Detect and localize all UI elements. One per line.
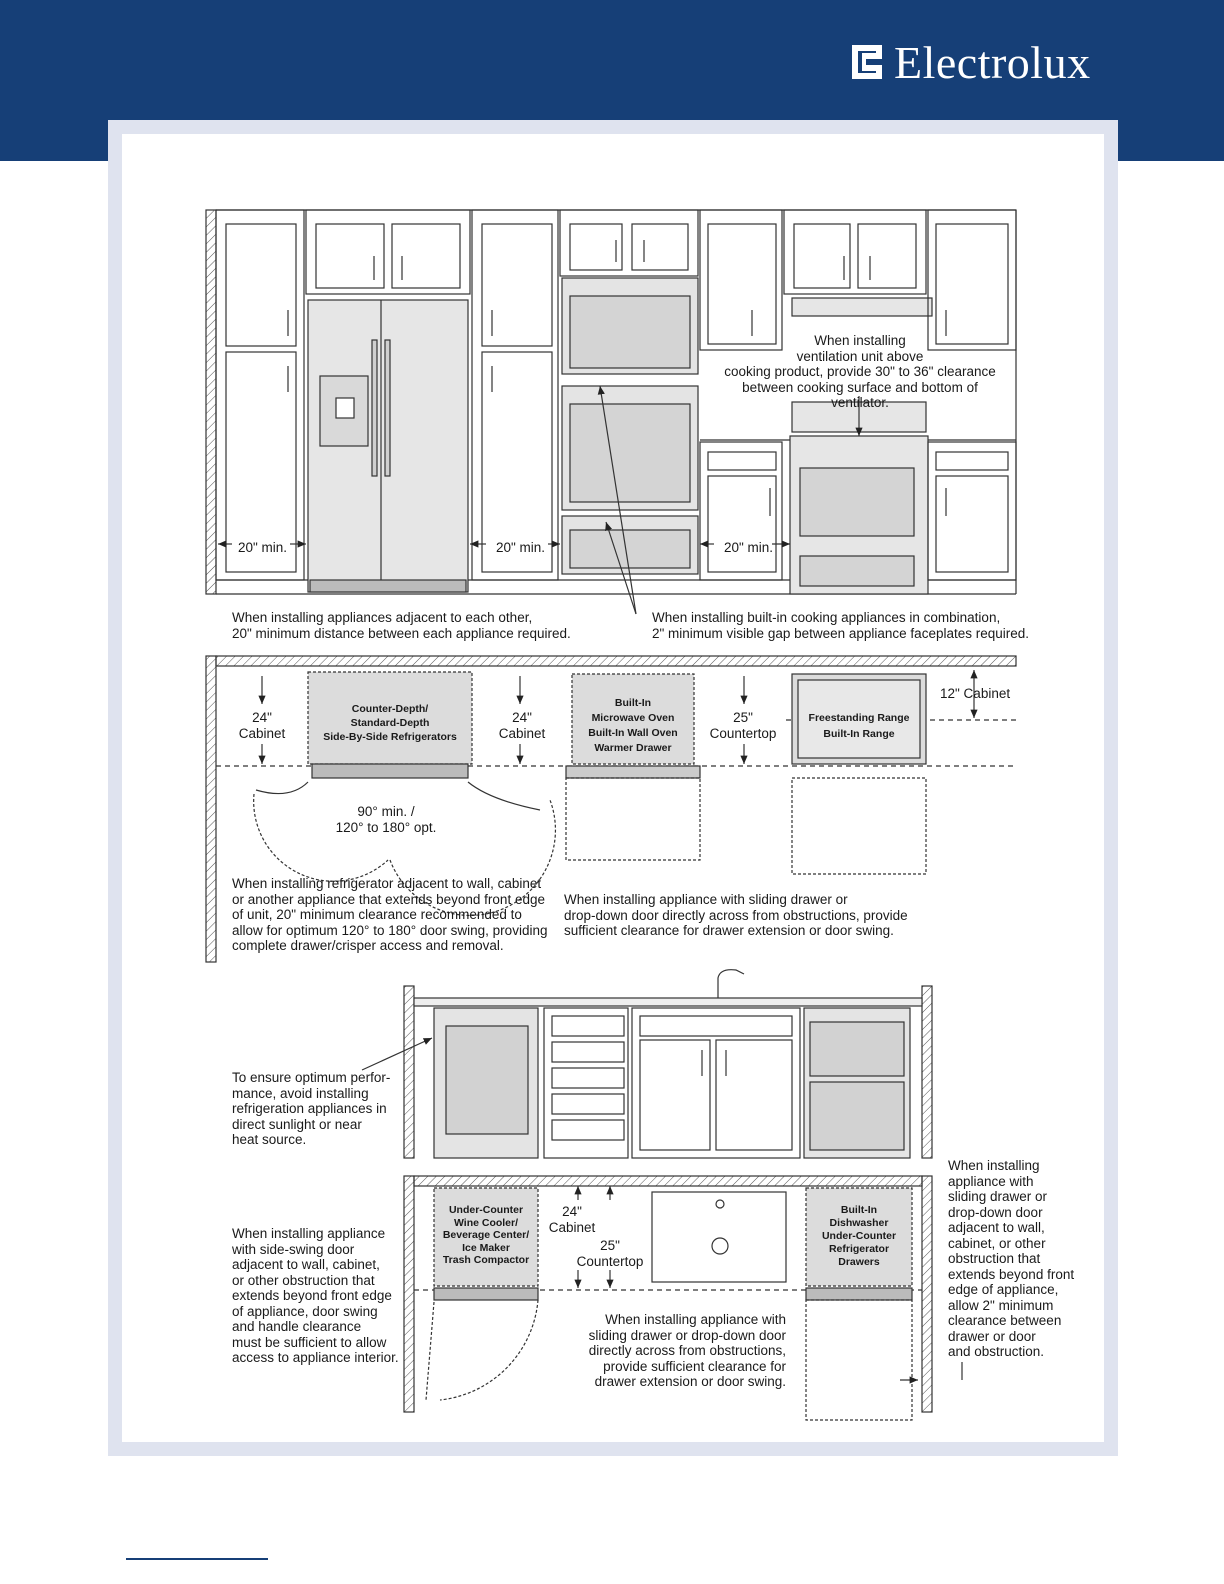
kitchen-elevation <box>206 210 1016 614</box>
builtin-gap-note: When installing built-in cooking appliances in combination, 2" minimum visible gap between appliance faceplates required. <box>652 610 1030 641</box>
wall-hatch <box>206 210 216 594</box>
oven-box-label: Built-In Microwave Oven Built-In Wall Oven Warmer Drawer <box>588 697 678 754</box>
clearance-label: 20" min. <box>724 540 774 555</box>
adjacent-wall-note: When installing appliance with sliding drawer or drop-down door adjacent to wall, cabinet, or other obstruction that extends beyond front edge of appliance, allow 2" minimum clearance between drawer or door and obstruction. <box>948 1158 1075 1359</box>
fridge-box-label: Counter-Depth/ Standard-Depth Side-By-Side Refrigerators <box>323 703 457 743</box>
range-box-label: Freestanding Range Built-In Range <box>808 712 910 740</box>
drawer-clearance-note: When installing appliance with sliding drawer or drop-down door directly across from obstructions, provide sufficient clearance for drawer extension or door swing. <box>564 892 908 938</box>
tall-cabinet <box>216 210 304 580</box>
vent-clearance-note: When installing ventilation unit above cooking product, provide 30" to 36" clearance between cooking surface and bottom of ventilator. <box>724 333 996 410</box>
cabinet-12-label: 12" Cabinet <box>940 686 1011 701</box>
cabinet-depth-label: 24" Cabinet <box>498 710 546 741</box>
clearance-label: 20" min. <box>496 540 546 555</box>
undercounter-elevation <box>362 970 932 1158</box>
range-hood <box>792 298 932 316</box>
fridge-clearance-note: When installing refrigerator adjacent to wall, cabinet or another appliance that extends beyond front edge of unit, 20" minimum clearance recommended to allow for optimum 120° to 180° door swing, providing complete drawer/crisper access and removal. <box>232 876 548 953</box>
drawer-clearance-note: When installing appliance with sliding drawer or drop-down door directly across from obstructions, provide sufficient clearance for drawer extension or door swing. <box>588 1312 786 1389</box>
wall-oven-stack <box>562 278 698 574</box>
adjacent-appliance-note: When installing appliances adjacent to each other, 20" minimum distance between each appliance required. <box>232 610 571 641</box>
countertop-depth-label: 25" Countertop <box>576 1238 644 1269</box>
cabinet-depth-label: 24" Cabinet <box>548 1204 596 1235</box>
cabinet-depth-label: 24" Cabinet <box>238 710 286 741</box>
dishwasher-box-label: Built-In Dishwasher Under-Counter Refrigerator Drawers <box>821 1204 897 1268</box>
refrigerator <box>308 300 468 592</box>
clearance-label: 20" min. <box>238 540 288 555</box>
sunlight-note: To ensure optimum perfor- mance, avoid installing refrigeration appliances in direct sunlight or near heat source. <box>232 1070 391 1147</box>
footer-rule <box>126 1558 268 1560</box>
countertop-depth-label: 25" Countertop <box>709 710 777 741</box>
door-swing-label: 90° min. / 120° to 180° opt. <box>335 804 437 835</box>
side-swing-note: When installing appliance with side-swing door adjacent to wall, cabinet, or other obstruction that extends beyond front edge of appliance, door swing and handle clearance must be sufficient to allow access to appliance interior. <box>232 1226 399 1365</box>
brand-name: Electrolux <box>894 36 1091 88</box>
wine-cooler-box-label: Under-Counter Wine Cooler/ Beverage Center/ Ice Maker Trash Compactor <box>442 1204 530 1266</box>
